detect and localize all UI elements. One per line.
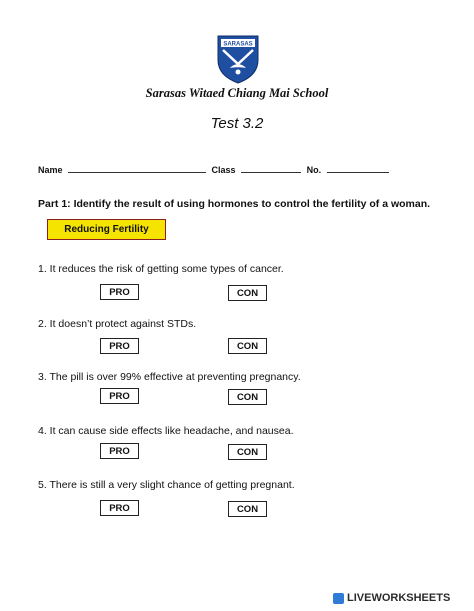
question-4-pro-button[interactable]: PRO <box>100 443 139 459</box>
question-1-con-button[interactable]: CON <box>228 285 267 301</box>
question-4-text: 4. It can cause side effects like headache, and nausea. <box>38 425 294 437</box>
question-2-pro-button[interactable]: PRO <box>100 338 139 354</box>
number-field[interactable] <box>327 164 389 173</box>
question-1-text: 1. It reduces the risk of getting some types of cancer. <box>38 263 284 275</box>
liveworksheets-icon <box>333 593 344 604</box>
student-info-row <box>38 164 392 175</box>
question-5-con-button[interactable]: CON <box>228 501 267 517</box>
class-field[interactable] <box>241 164 301 173</box>
school-name: Sarasas Witaed Chiang Mai School <box>145 86 329 100</box>
reducing-fertility-tag <box>47 219 166 240</box>
name-label: Name <box>38 165 63 175</box>
part1-heading: Part 1: Identify the result of using hormones to control the fertility of a woman. <box>38 198 431 210</box>
tag-label: Reducing Fertility <box>64 224 149 235</box>
question-2-con-button[interactable]: CON <box>228 338 267 354</box>
number-label: No. <box>306 165 322 175</box>
question-5-text: 5. There is still a very slight chance of getting pregnant. <box>38 479 295 491</box>
brand-label: LIVEWORKSHEETS <box>347 592 451 604</box>
question-2-text: 2. It doesn’t protect against STDs. <box>38 318 197 330</box>
school-crest-logo <box>215 34 261 84</box>
question-1-pro-button[interactable]: PRO <box>100 284 139 300</box>
question-3-pro-button[interactable]: PRO <box>100 388 139 404</box>
liveworksheets-brand <box>333 592 450 604</box>
question-3-con-button[interactable]: CON <box>228 389 267 405</box>
test-title: Test 3.2 <box>210 115 264 132</box>
question-5-pro-button[interactable]: PRO <box>100 500 139 516</box>
class-label: Class <box>211 165 236 175</box>
question-4-con-button[interactable]: CON <box>228 444 267 460</box>
svg-text:SARASAS: SARASAS <box>223 41 253 48</box>
question-3-text: 3. The pill is over 99% effective at preventing pregnancy. <box>38 371 301 383</box>
name-field[interactable] <box>68 164 206 173</box>
